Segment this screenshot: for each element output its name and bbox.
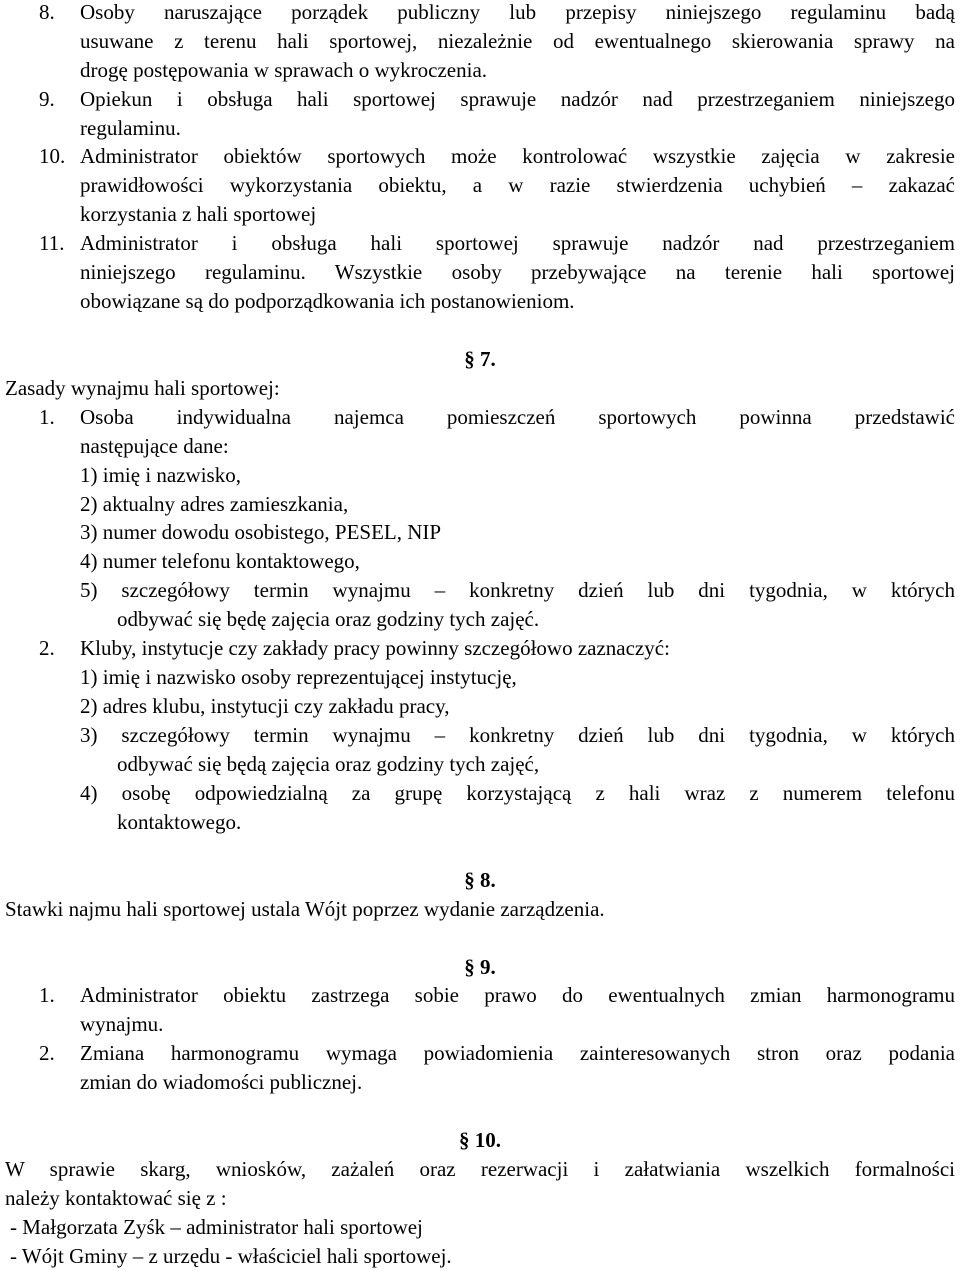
item-text: Administrator i obsługa hali sportowej sprawuje nadzór nad przestrzeganiem <box>80 231 955 255</box>
paragraph-line <box>0 27 960 56</box>
paragraph-line <box>0 634 960 663</box>
item-text: Osoby naruszające porządek publiczny lub przepisy niniejszego regulaminu badą <box>80 0 955 24</box>
sub-item <box>0 605 960 634</box>
sub-item-text: 1) imię i nazwisko osoby reprezentującej instytucję, <box>80 665 517 689</box>
sub-item <box>0 721 960 750</box>
item-text: drogę postępowania w sprawach o wykroczenia. <box>80 58 488 82</box>
item-number: 9. <box>39 87 55 111</box>
section-heading-7: § 7. <box>464 347 496 371</box>
section-heading-9: § 9. <box>464 955 496 979</box>
paragraph-line <box>0 374 960 403</box>
paragraph-line <box>0 1155 960 1184</box>
contact-text: - Wójt Gminy – z urzędu - właściciel hali sportowej. <box>10 1244 452 1268</box>
paragraph-line <box>0 1068 960 1097</box>
sub-item-text: kontaktowego. <box>117 810 242 834</box>
sub-item <box>0 547 960 576</box>
sub-item <box>0 779 960 808</box>
paragraph-line <box>0 200 960 229</box>
paragraph-line <box>0 258 960 287</box>
paragraph-line <box>0 287 960 316</box>
sub-item-text: 4) numer telefonu kontaktowego, <box>80 549 360 573</box>
item-text: prawidłowości wykorzystania obiektu, a w razie stwierdzenia uchybień – zakazać <box>80 173 955 197</box>
paragraph-line <box>0 1039 960 1068</box>
item-number: 1. <box>39 405 55 429</box>
item-text: obowiązane są do podporządkowania ich postanowieniom. <box>80 289 575 313</box>
sub-item-text: 3) szczegółowy termin wynajmu – konkretny dzień lub dni tygodnia, w których <box>80 723 955 747</box>
paragraph-line <box>0 432 960 461</box>
section-heading-10: § 10. <box>459 1128 501 1152</box>
sub-item-text: 5) szczegółowy termin wynajmu – konkretny dzień lub dni tygodnia, w których <box>80 578 955 602</box>
paragraph-line <box>0 171 960 200</box>
sub-item <box>0 663 960 692</box>
item-number: 11. <box>39 231 65 255</box>
sub-item <box>0 461 960 490</box>
sub-item <box>0 808 960 837</box>
item-text: Administrator obiektów sportowych może kontrolować wszystkie zajęcia w zakresie <box>80 144 955 168</box>
paragraph-line <box>0 229 960 258</box>
item-text: regulaminu. <box>80 116 181 140</box>
paragraph-line <box>0 403 960 432</box>
item-number: 10. <box>39 144 66 168</box>
sub-item-text: odbywać się będą zajęcia oraz godziny tych zajęć, <box>117 752 540 776</box>
section-text: Stawki najmu hali sportowej ustala Wójt poprzez wydanie zarządzenia. <box>5 897 605 921</box>
sub-item-text: 2) aktualny adres zamieszkania, <box>80 492 349 516</box>
item-text: następujące dane: <box>80 434 229 458</box>
item-number: 8. <box>39 0 55 24</box>
paragraph-line <box>0 895 960 924</box>
sub-item <box>0 518 960 547</box>
sub-item <box>0 692 960 721</box>
contact-line <box>0 1213 960 1242</box>
item-text: Osoba indywidualna najemca pomieszczeń sportowych powinna przedstawić <box>80 405 955 429</box>
sub-item-text: 4) osobę odpowiedzialną za grupę korzystającą z hali wraz z numerem telefonu <box>80 781 955 805</box>
sub-item-text: 2) adres klubu, instytucji czy zakładu pracy, <box>80 694 450 718</box>
paragraph-line <box>0 0 960 27</box>
item-number: 2. <box>39 636 55 660</box>
item-text: Administrator obiektu zastrzega sobie prawo do ewentualnych zmian harmonogramu <box>80 983 955 1007</box>
paragraph-line <box>0 85 960 114</box>
item-text: korzystania z hali sportowej <box>80 202 317 226</box>
item-number: 2. <box>39 1041 55 1065</box>
item-text: Zmiana harmonogramu wymaga powiadomienia zainteresowanych stron oraz podania <box>80 1041 955 1065</box>
section-heading-8: § 8. <box>464 868 496 892</box>
paragraph-line <box>0 1184 960 1213</box>
item-text: niniejszego regulaminu. Wszystkie osoby przebywające na terenie hali sportowej <box>80 260 955 284</box>
sub-item-text: odbywać się będę zajęcia oraz godziny tych zajęć. <box>117 607 540 631</box>
item-text: Opiekun i obsługa hali sportowej sprawuje nadzór nad przestrzeganiem niniejszego <box>80 87 955 111</box>
item-text: usuwane z terenu hali sportowej, niezależnie od ewentualnego skierowania sprawy na <box>80 29 955 53</box>
item-number: 1. <box>39 983 55 1007</box>
paragraph-line <box>0 114 960 143</box>
sub-item <box>0 750 960 779</box>
paragraph-line <box>0 1010 960 1039</box>
paragraph-line <box>0 981 960 1010</box>
section-text: W sprawie skarg, wniosków, zażaleń oraz rezerwacji i załatwiania wszelkich formalności <box>5 1157 955 1181</box>
paragraph-line <box>0 56 960 85</box>
sub-item <box>0 576 960 605</box>
contact-text: - Małgorzata Zyśk – administrator hali sportowej <box>10 1215 423 1239</box>
item-text: Kluby, instytucje czy zakłady pracy powinny szczegółowo zaznaczyć: <box>80 636 670 660</box>
section-text: należy kontaktować się z : <box>5 1186 227 1210</box>
sub-item-text: 3) numer dowodu osobistego, PESEL, NIP <box>80 520 442 544</box>
section-intro: Zasady wynajmu hali sportowej: <box>5 376 280 400</box>
item-text: wynajmu. <box>80 1012 164 1036</box>
paragraph-line <box>0 142 960 171</box>
item-text: zmian do wiadomości publicznej. <box>80 1070 363 1094</box>
sub-item <box>0 490 960 519</box>
sub-item-text: 1) imię i nazwisko, <box>80 463 241 487</box>
contact-line <box>0 1242 960 1271</box>
